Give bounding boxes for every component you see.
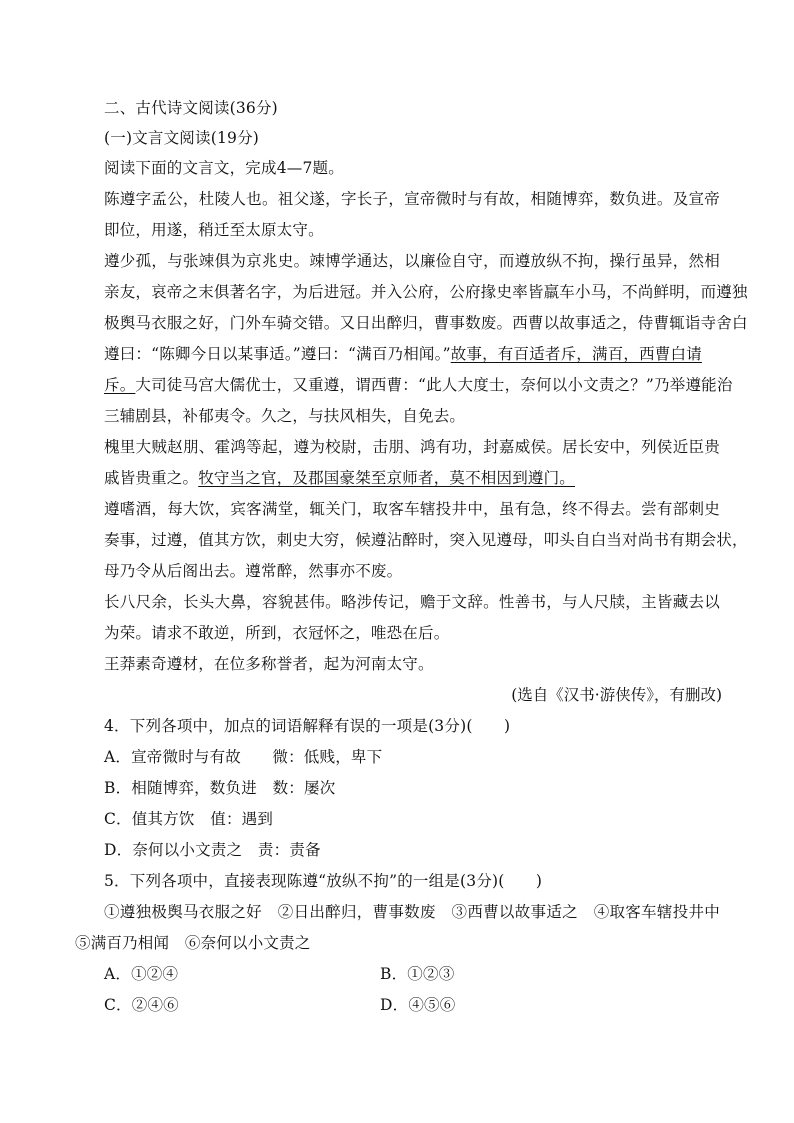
passage-line: 母乃令从后阁出去。遵常醉，然事亦不废。 <box>104 562 403 580</box>
section-heading: 二、古代诗文阅读(36分) <box>104 99 278 117</box>
passage-line <box>104 344 702 364</box>
underlined-sentence: 故事，有百适者斥，满百，西曹白请 <box>450 345 702 363</box>
option-c: C．值其方饮 值：遇到 <box>104 810 274 828</box>
option-b: B．①②③ <box>380 965 455 983</box>
passage-line <box>104 468 575 488</box>
passage-text: 戚皆贵重之。 <box>104 469 199 487</box>
instruction-text: 阅读下面的文言文，完成4—7题。 <box>104 159 344 177</box>
passage-text: 大司徒马宫大儒优士，又重遵，谓西曹：“此人大度士，奈何以小文责之？”乃举遵能治 <box>135 376 733 394</box>
passage-line: 遵嗜酒，每大饮，宾客满堂，辄关门，取客车辖投井中，虽有急，终不得去。尝有部刺史 <box>104 500 720 518</box>
option-d: D．④⑤⑥ <box>380 996 456 1014</box>
source-citation: (选自《汉书·游侠传》，有删改) <box>511 686 722 704</box>
option-a: A．宣帝微时与有故 微：低贱，卑下 <box>104 748 383 766</box>
passage-text: 遵曰：“陈卿今日以某事适。”遵曰：“满百乃相闻。” <box>104 345 451 363</box>
option-b: B．相随博弈，数负进 数：屡次 <box>104 779 336 797</box>
passage-line: 为荣。请求不敢逆，所到，衣冠怀之，唯恐在后。 <box>104 624 450 642</box>
option-c: C．②④⑥ <box>104 996 179 1014</box>
underlined-sentence: 斥。 <box>104 376 136 394</box>
passage-line: 亲友，哀帝之末俱著名字，为后进冠。并入公府，公府掾史率皆羸车小马，不尚鲜明，而遵独 <box>104 283 748 301</box>
question-stem: 5．下列各项中，直接表现陈遵“放纵不拘”的一组是(3分)( ) <box>104 872 543 890</box>
underlined-sentence: 牧守当之官，及郡国豪桀至京师者，莫不相因到遵门。 <box>198 469 576 487</box>
passage-line: 王莽素奇遵材，在位多称誉者，起为河南太守。 <box>104 655 434 673</box>
subsection-heading: (一)文言文阅读(19分) <box>104 129 260 147</box>
question-stem: 4．下列各项中，加点的词语解释有误的一项是(3分)( ) <box>104 717 511 735</box>
passage-line: 陈遵字孟公，杜陵人也。祖父遂，字长子，宣帝微时与有故，相随博弈，数负进。及宣帝 <box>104 190 720 208</box>
passage-line: 奏事，过遵，值其方饮，刺史大穷，候遵沾醉时，突入见遵母，叩头自白当对尚书有期会状， <box>104 531 748 549</box>
passage-line: 极舆马衣服之好，门外车骑交错。又日出醉归，曹事数废。西曹以故事适之，侍曹辄诣寺舍白 <box>104 314 748 332</box>
passage-line: 即位，用遂，稍迁至太原太守。 <box>104 221 324 239</box>
passage-line <box>104 375 733 395</box>
passage-line: 长八尺余，长头大鼻，容貌甚伟。略涉传记，赡于文辞。性善书，与人尺牍，主皆藏去以 <box>104 593 720 611</box>
option-a: A．①②④ <box>104 965 179 983</box>
passage-line: 槐里大贼赵朋、霍鸿等起，遵为校尉，击朋、鸿有功，封嘉威侯。居长安中，列侯近臣贵 <box>104 438 720 456</box>
question-items: ①遵独极舆马衣服之好 ②日出醉归，曹事数废 ③西曹以故事适之 ④取客车辖投井中 <box>104 903 720 921</box>
option-d: D．奈何以小文责之 责：责备 <box>104 841 321 859</box>
passage-line: 遵少孤，与张竦俱为京兆史。竦博学通达，以廉俭自守，而遵放纵不拘，操行虽异，然相 <box>104 252 720 270</box>
question-items: ⑤满百乃相闻 ⑥奈何以小文责之 <box>75 934 311 952</box>
passage-line: 三辅剧县，补郁夷令。久之，与扶风相失，自免去。 <box>104 407 466 425</box>
